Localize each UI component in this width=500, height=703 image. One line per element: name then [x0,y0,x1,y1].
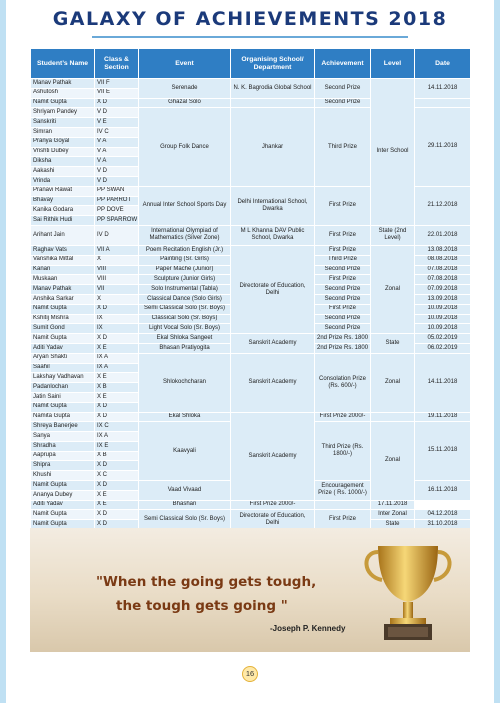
level-cell: Inter School [371,79,415,226]
header-student: Student’s Name [31,49,95,79]
school-cell: Directorate of Education, Delhi [231,245,315,333]
achievement-cell: 2nd Prize Rs. 1800 [315,334,371,344]
student-name: Pranya Goyal [31,137,95,147]
class-section: X B [95,383,139,393]
event-cell: Vaad Vivaad [139,481,231,501]
student-name: Kanan [31,265,95,275]
date-cell: 10.09.2018 [415,304,471,314]
student-name: Namit Gupta [31,481,95,491]
student-name: Vrinda [31,176,95,186]
event-cell: Bhashan [139,500,231,510]
quote-author: -Joseph P. Kennedy [270,624,346,633]
event-cell: Ekal Shloka [139,412,231,422]
student-name: Diksha [31,157,95,167]
student-name: Shipra [31,461,95,471]
date-cell: 10.09.2018 [415,314,471,324]
student-name: Namit Gupta [31,402,95,412]
student-name: Namit Gupta [31,510,95,520]
school-cell: Sanskrit Academy [231,353,315,412]
student-name: Saahil [31,363,95,373]
student-name: Namit Gupta [31,334,95,344]
class-section: IX A [95,432,139,442]
class-section: X D [95,334,139,344]
class-section: X C [95,471,139,481]
student-name: Pranavi Rawat [31,186,95,196]
trophy-icon [348,532,468,652]
date-cell: 29.11.2018 [415,108,471,186]
event-cell: Shlokochcharan [139,353,231,412]
student-name: Bhavay [31,196,95,206]
class-section: IX [95,324,139,334]
student-name: Shradha [31,441,95,451]
student-name: Vanshika Mittal [31,255,95,265]
student-name: Sanya [31,432,95,442]
title-underline [92,36,408,38]
date-cell: 13.09.2018 [415,294,471,304]
right-border-stripe [494,0,500,703]
class-section: X E [95,490,139,500]
class-section: IX E [95,441,139,451]
event-cell: Sculpture (Junior Girls) [139,275,231,285]
date-cell: 07.08.2018 [415,275,471,285]
level-cell: Zonal [371,422,415,500]
event-cell: Semi Classical Solo (Sr. Boys) [139,304,231,314]
student-name: Jatin Saini [31,392,95,402]
student-name: Vrishti Dubey [31,147,95,157]
class-section: VII A [95,245,139,255]
table-header-row [31,49,471,79]
header-level: Level [371,49,415,79]
date-cell: 22.01.2018 [415,225,471,245]
student-name: Manav Pathak [31,285,95,295]
event-cell: Ghazal Solo [139,98,231,108]
level-cell: State [371,334,415,354]
student-name: Aryan Shakti [31,353,95,363]
achievement-cell: Second Prize [315,98,371,108]
date-cell: 17.11.2018 [371,500,415,510]
class-section: X B [95,451,139,461]
header-class: Class & Section [95,49,139,79]
table-row [31,510,471,520]
class-section: X D [95,412,139,422]
student-name: Raghav Vats [31,245,95,255]
achievement-cell: Encouragement Prize ( Rs. 1000/-) [315,481,371,501]
date-cell: 21.12.2018 [415,186,471,225]
date-cell: 16.11.2018 [415,481,471,501]
table-row [31,79,471,89]
class-section: VII F [95,79,139,89]
achievement-cell: First Prize [315,245,371,255]
class-section: V D [95,167,139,177]
student-name: Aditi Yadav [31,500,95,510]
date-cell: 06.02.2019 [415,343,471,353]
student-name: Namit Gupta [31,304,95,314]
class-section: VII [95,285,139,295]
quote-line-2: the tough gets going " [116,598,288,614]
class-section: IV D [95,225,139,245]
table-row [31,500,471,510]
table-row [31,334,471,344]
class-section: X E [95,373,139,383]
achievement-cell: Second Prize [315,324,371,334]
school-cell [231,98,315,108]
event-cell: Solo Instrumental (Tabla) [139,285,231,295]
student-name: Anshika Sarkar [31,294,95,304]
quote-line-1: "When the going gets tough, [96,574,317,590]
event-cell: Group Folk Dance [139,108,231,186]
student-name: Aaprupa [31,451,95,461]
level-cell [315,500,371,510]
page-number: 16 [242,666,258,682]
table-row [31,412,471,422]
header-event: Event [139,49,231,79]
class-section: X D [95,510,139,520]
date-cell: 07.09.2018 [415,285,471,295]
left-border-stripe [0,0,6,703]
event-cell: Serenade [139,79,231,99]
date-cell: 07.08.2018 [415,265,471,275]
level-cell: Zonal [371,245,415,333]
student-name: Ananya Dubey [31,490,95,500]
table-row [31,245,471,255]
student-name: Sumit Gond [31,324,95,334]
event-cell: Bhasan Pratiyogita [139,343,231,353]
level-cell [371,412,415,422]
class-section: X E [95,500,139,510]
student-name: Manav Pathak [31,79,95,89]
date-cell: 14.11.2018 [415,79,471,99]
level-cell: State [371,520,415,530]
event-cell: Kaavyali [139,422,231,481]
header-achievement: Achievement [315,49,371,79]
achievement-cell: Third Prize [315,108,371,186]
student-name: Arihant Jain [31,225,95,245]
class-section: X D [95,304,139,314]
achievement-cell: Second Prize [315,265,371,275]
student-name: Muskaan [31,275,95,285]
class-section: X D [95,481,139,491]
student-name: Kshitij Mishra [31,314,95,324]
header-school: Organising School/ Department [231,49,315,79]
class-section: IV C [95,127,139,137]
student-name: Kanika Godara [31,206,95,216]
achievement-cell: Consolation Prize (Rs. 600/-) [315,353,371,412]
school-cell: Directorate of Education, Delhi [231,510,315,530]
class-section: IX A [95,363,139,373]
achievement-cell: First Prize [315,510,371,530]
student-name: Khushi [31,471,95,481]
class-section: VII E [95,88,139,98]
achievement-cell: First Prize [315,225,371,245]
date-cell: 19.11.2018 [415,412,471,422]
class-section: X [95,255,139,265]
achievement-cell: First Prize 2000/- [315,412,371,422]
event-cell: Poem Recitation English (Jr.) [139,245,231,255]
class-section: V A [95,157,139,167]
student-name: Aakashi [31,167,95,177]
class-section: X [95,294,139,304]
achievement-cell: Second Prize [315,285,371,295]
page-title: GALAXY OF ACHIEVEMENTS 2018 [52,8,448,30]
student-name: Namit Gupta [31,520,95,530]
level-cell: Inter Zonal [371,510,415,520]
event-cell: Painting (Sr. Girls) [139,255,231,265]
student-name: Ashutosh [31,88,95,98]
class-section: PP SPARROW [95,216,139,226]
level-cell: Zonal [371,353,415,412]
class-section: PP DOVE [95,206,139,216]
school-cell: N. K. Bagrodia Global School [231,79,315,99]
student-name: Sai Rithik Hudi [31,216,95,226]
event-cell: Annual Inter School Sports Day [139,186,231,225]
date-cell: 14.11.2018 [415,353,471,412]
event-cell: Ekal Shloka Sangeet [139,334,231,344]
school-cell: Delhi International School, Dwarka [231,186,315,225]
achievement-cell: 2nd Prize Rs. 1800 [315,343,371,353]
achievement-cell: Second Prize [315,294,371,304]
date-cell: 05.02.2019 [415,334,471,344]
achievement-cell: Second Prize [315,79,371,99]
level-cell: State (2nd Level) [371,225,415,245]
date-cell: 13.08.2018 [415,245,471,255]
event-cell: Classical Dance (Solo Girls) [139,294,231,304]
achievement-cell: First Prize [315,275,371,285]
class-section: V E [95,118,139,128]
student-name: Aditi Yadav [31,343,95,353]
event-cell: International Olympiad of Mathematics (Silver Zone) [139,225,231,245]
date-cell: 08.08.2018 [415,255,471,265]
class-section: X D [95,461,139,471]
student-name: Shreya Banerjee [31,422,95,432]
student-name: Namit Gupta [31,98,95,108]
class-section: PP SWAN [95,186,139,196]
achievement-cell: First Prize 2000/- [231,500,315,510]
table-row [31,353,471,363]
student-name: Shriyam Pandey [31,108,95,118]
class-section: X D [95,402,139,412]
student-name: Simran [31,127,95,137]
school-cell: Jhankar [231,108,315,186]
student-name: Padanlochan [31,383,95,393]
class-section: V A [95,137,139,147]
event-cell: Classical Solo (Sr. Boys) [139,314,231,324]
header-date: Date [415,49,471,79]
event-cell: Paper Mache (Junior) [139,265,231,275]
achievement-cell: Third Prize [315,255,371,265]
achievement-cell: Third Prize (Rs. 1800/-) [315,422,371,481]
date-cell: 15.11.2018 [415,422,471,481]
class-section: PP PARROT [95,196,139,206]
class-section: V D [95,108,139,118]
school-cell: Sanskrit Academy [231,334,315,354]
table-row [31,225,471,245]
student-name: Namita Gupta [31,412,95,422]
school-cell: Sanskrit Academy [231,412,315,500]
quote-banner [30,528,470,652]
class-section: X D [95,520,139,530]
date-cell [415,98,471,108]
student-name: Sanskriti [31,118,95,128]
date-cell: 31.10.2018 [415,520,471,530]
event-cell: Light Vocal Solo (Sr. Boys) [139,324,231,334]
achievement-cell: First Prize [315,304,371,314]
event-cell: Semi Classical Solo (Sr. Boys) [139,510,231,530]
class-section: V A [95,147,139,157]
class-section: X E [95,343,139,353]
class-section: VIII [95,275,139,285]
class-section: X E [95,392,139,402]
date-cell: 04.12.2018 [415,510,471,520]
achievement-cell: First Prize [315,186,371,225]
class-section: IX A [95,353,139,363]
school-cell: M L Khanna DAV Public School, Dwarka [231,225,315,245]
achievements-table [30,48,471,530]
date-cell: 10.09.2018 [415,324,471,334]
class-section: V D [95,176,139,186]
student-name: Lakshay Vadhavan [31,373,95,383]
achievement-cell: Second Prize [315,314,371,324]
class-section: IX C [95,422,139,432]
class-section: IX [95,314,139,324]
class-section: VIII [95,265,139,275]
class-section: X D [95,98,139,108]
